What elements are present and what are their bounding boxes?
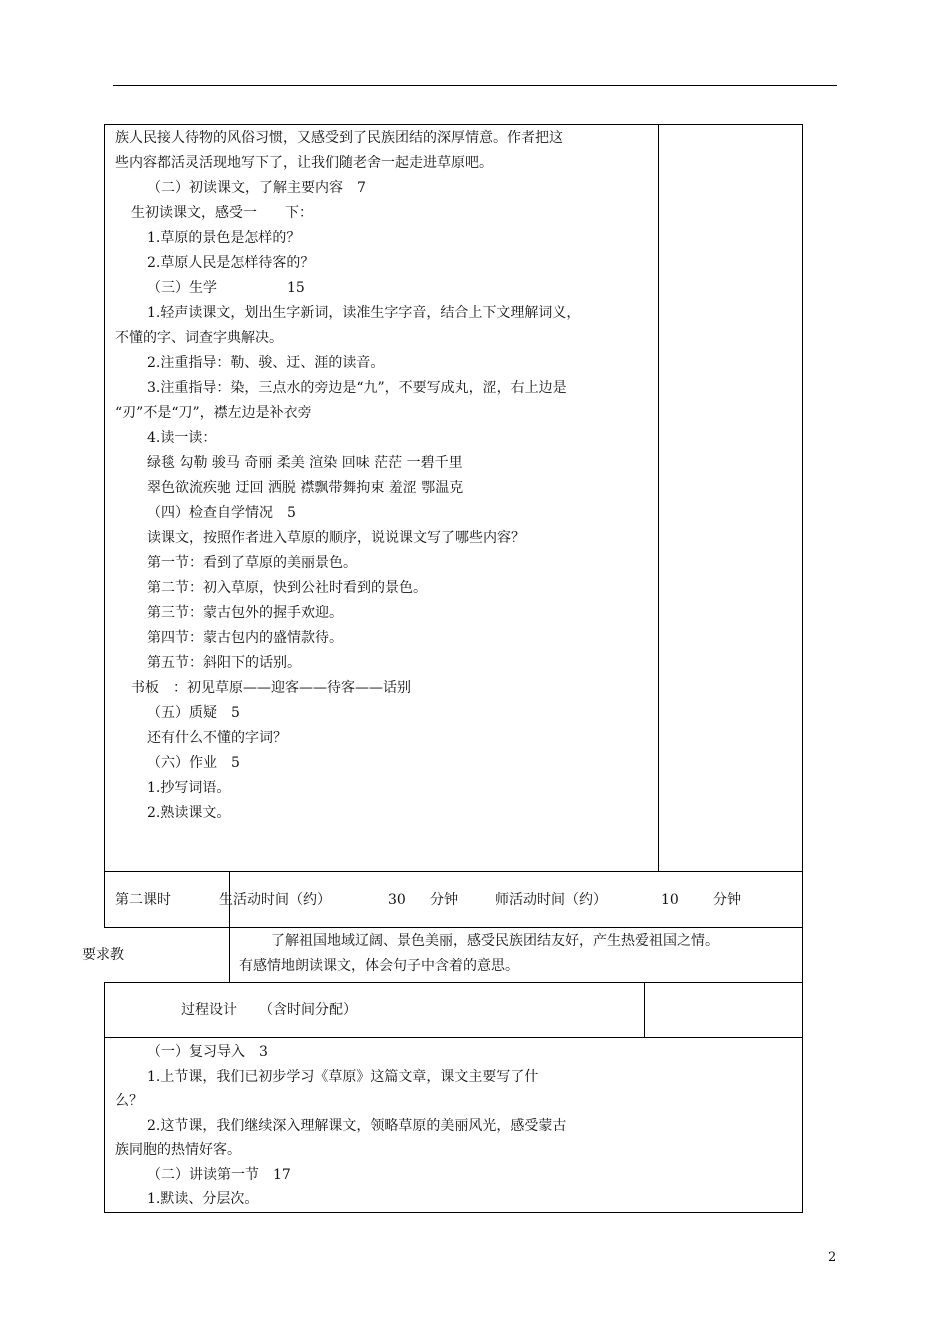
lesson-label: 第二课时 [115, 892, 171, 908]
process-label: 过程设计 [181, 1002, 237, 1018]
requirements-label: 要求教 [82, 947, 124, 963]
requirements-divider [229, 927, 230, 983]
s1-line: 第一节：看到了草原的美丽景色。 [147, 555, 357, 571]
s2-line: 1.上节课，我们已初步学习《草原》这篇文章，课文主要写了什 [147, 1069, 539, 1085]
s1-line: （三）生学 15 [147, 280, 305, 296]
s2-line: （二）讲读第一节 17 [147, 1167, 291, 1183]
s2-line: 2.这节课，我们继续深入理解课文，领略草原的美丽风光，感受蒙古 [147, 1118, 567, 1134]
s1-line: 第四节：蒙古包内的盛情款待。 [147, 630, 343, 646]
process-note: （含时间分配） [259, 1002, 357, 1018]
s2-line: 么？ [115, 1093, 143, 1109]
s1-line: 还有什么不懂的字词？ [147, 730, 287, 746]
s1-line: （五）质疑 5 [147, 705, 240, 721]
s1-line: 绿毯 勾勒 骏马 奇丽 柔美 渲染 回味 茫茫 一碧千里 [147, 455, 463, 471]
page-number: 2 [828, 1250, 837, 1265]
s1-line: 2.注重指导：勒、骏、迂、涯的读音。 [147, 355, 385, 371]
s1-line: （二）初读课文，了解主要内容 7 [147, 180, 366, 196]
s1-line: 第五节：斜阳下的话别。 [147, 655, 301, 671]
s1-line: 生初读课文，感受一 下： [131, 205, 313, 221]
s1-line: 第三节：蒙古包外的握手欢迎。 [147, 605, 343, 621]
s1-line: 4.读一读： [147, 430, 217, 446]
s1-line: 些内容都活灵活现地写下了，让我们随老舍一起走进草原吧。 [115, 155, 493, 171]
s1-line: 1.抄写词语。 [147, 780, 231, 796]
s1-line: 2.熟读课文。 [147, 805, 231, 821]
section1-notes-divider [658, 124, 659, 872]
s1-line: （四）检查自学情况 5 [147, 505, 296, 521]
s2-line: 族同胞的热情好客。 [115, 1142, 241, 1158]
header-rule [113, 85, 837, 86]
student-time-label: 生活动时间（约） [219, 892, 331, 908]
s1-line: “刃”不是“刀”，襟左边是补衣旁 [115, 405, 312, 421]
minutes-unit-2: 分钟 [713, 892, 741, 908]
s1-line: 翠色欲流疾驰 迂回 洒脱 襟飘带舞拘束 羞涩 鄂温克 [147, 480, 464, 496]
s1-line: 1.草原的景色是怎样的？ [147, 230, 301, 246]
s1-line: 族人民接人待物的风俗习惯，又感受到了民族团结的深厚情意。作者把这 [115, 130, 563, 146]
requirements-right-border [802, 927, 803, 983]
process-notes-divider [644, 982, 645, 1038]
s1-line: 不懂的字、词查字典解决。 [115, 330, 283, 346]
s1-line: 3.注重指导：染，三点水的旁边是“九”，不要写成丸，涩，右上边是 [147, 380, 567, 396]
minutes-unit-1: 分钟 [430, 892, 458, 908]
s1-line: 第二节：初入草原，快到公社时看到的景色。 [147, 580, 427, 596]
teacher-time-label: 师活动时间（约） [495, 892, 607, 908]
student-minutes: 30 [388, 892, 406, 908]
s1-line: 1.轻声读课文，划出生字新词，读准生字字音，结合上下文理解词义， [147, 305, 581, 321]
s1-line: 读课文，按照作者进入草原的顺序，说说课文写了哪些内容？ [147, 530, 525, 546]
teacher-minutes: 10 [661, 892, 679, 908]
s2-line: 1.默读、分层次。 [147, 1191, 259, 1207]
requirements-line: 有感情地朗读课文，体会句子中含着的意思。 [239, 958, 519, 974]
s1-line: 书板 ：初见草原——迎客——待客——话别 [131, 680, 411, 696]
s2-line: （一）复习导入 3 [147, 1044, 268, 1060]
s1-line: 2.草原人民是怎样待客的？ [147, 255, 315, 271]
requirements-line: 了解祖国地域辽阔、景色美丽，感受民族团结友好，产生热爱祖国之情。 [271, 933, 719, 949]
s1-line: （六）作业 5 [147, 755, 240, 771]
